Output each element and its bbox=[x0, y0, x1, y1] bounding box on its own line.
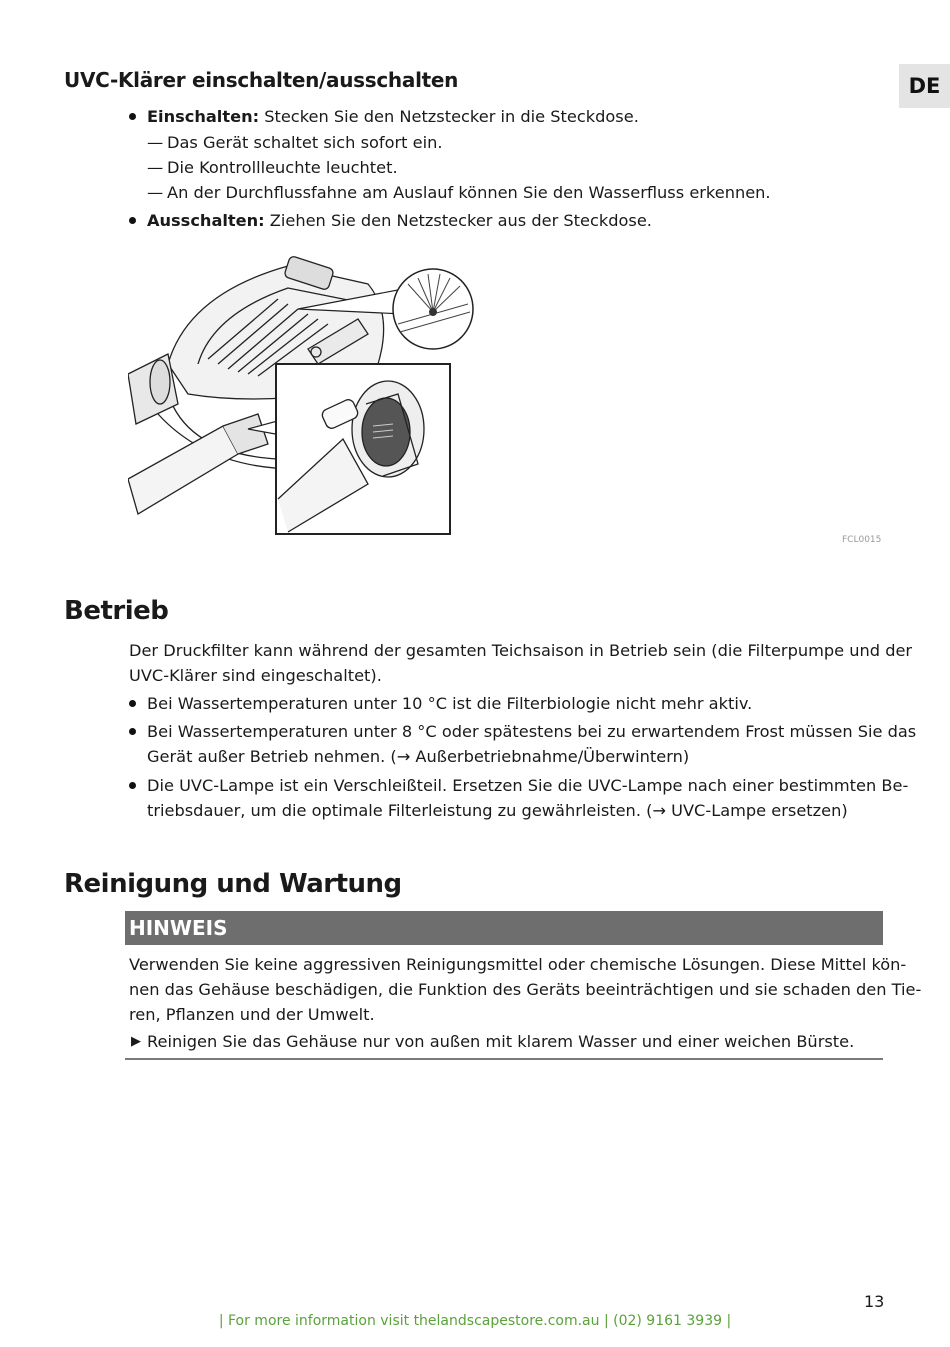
switch-on-item bbox=[147, 104, 639, 129]
switch-off-text: Ziehen Sie den Netzstecker aus der Steckdose. bbox=[264, 211, 652, 230]
switch-off-item bbox=[147, 208, 652, 233]
bullet-text: Bei Wassertemperaturen unter 10 °C ist die Filterbiologie nicht mehr aktiv. bbox=[147, 694, 753, 713]
dash-icon: — bbox=[147, 133, 164, 152]
bullet-icon bbox=[129, 113, 136, 120]
action-arrow-icon: ▶ bbox=[131, 1034, 141, 1049]
sub-item: An der Durchflussfahne am Auslauf können Sie den Wasserfluss erkennen. bbox=[167, 183, 771, 202]
section-heading-betrieb: Betrieb bbox=[64, 596, 169, 626]
section-heading-uvc: UVC-Klärer einschalten/ausschalten bbox=[64, 68, 459, 92]
bullet-icon bbox=[129, 217, 136, 224]
footer-contact: | For more information visit thelandscapestore.com.au | (02) 9161 3939 | bbox=[218, 1313, 732, 1329]
notice-header bbox=[125, 911, 883, 945]
bullet-text: Die UVC-Lampe ist ein Verschleißteil. Ersetzen Sie die UVC-Lampe nach einer bestimmten Be- bbox=[147, 776, 909, 795]
bullet-text: Bei Wassertemperaturen unter 8 °C oder spätestens bei zu erwartendem Frost müssen Sie das bbox=[147, 722, 917, 741]
paragraph-line: Der Druckfilter kann während der gesamten Teichsaison in Betrieb sein (die Filterpumpe und der bbox=[129, 641, 913, 660]
notice-title: HINWEIS bbox=[129, 916, 228, 940]
sub-item: Die Kontrollleuchte leuchtet. bbox=[167, 158, 398, 177]
language-tab: DE bbox=[899, 64, 950, 108]
bullet-text: Gerät außer Betrieb nehmen. (→ Außerbetriebnahme/Überwintern) bbox=[147, 747, 690, 766]
notice-line: Verwenden Sie keine aggressiven Reinigungsmittel oder chemische Lösungen. Diese Mittel kön- bbox=[129, 955, 907, 974]
bullet-icon bbox=[129, 700, 136, 707]
notice-divider bbox=[125, 1058, 883, 1060]
notice-line: ren, Pflanzen und der Umwelt. bbox=[129, 1005, 375, 1024]
section-heading-reinigung: Reinigung und Wartung bbox=[64, 869, 402, 899]
device-illustration bbox=[128, 254, 478, 537]
paragraph-line: UVC-Klärer sind eingeschaltet). bbox=[129, 666, 382, 685]
notice-line: nen das Gehäuse beschädigen, die Funktion des Geräts beeinträchtigen und sie schaden den Tie- bbox=[129, 980, 922, 999]
bullet-icon bbox=[129, 782, 136, 789]
dash-icon: — bbox=[147, 183, 164, 202]
sub-item: Das Gerät schaltet sich sofort ein. bbox=[167, 133, 443, 152]
bullet-icon bbox=[129, 728, 136, 735]
switch-off-label: Ausschalten: bbox=[147, 211, 265, 230]
figure-code: FCL0015 bbox=[842, 535, 882, 545]
dash-icon: — bbox=[147, 158, 164, 177]
page-number: 13 bbox=[864, 1292, 885, 1311]
action-text: Reinigen Sie das Gehäuse nur von außen mit klarem Wasser und einer weichen Bürste. bbox=[147, 1032, 855, 1051]
bullet-text: triebsdauer, um die optimale Filterleistung zu gewährleisten. (→ UVC-Lampe ersetzen) bbox=[147, 801, 848, 820]
switch-on-label: Einschalten: bbox=[147, 107, 260, 126]
switch-on-text: Stecken Sie den Netzstecker in die Steckdose. bbox=[259, 107, 639, 126]
